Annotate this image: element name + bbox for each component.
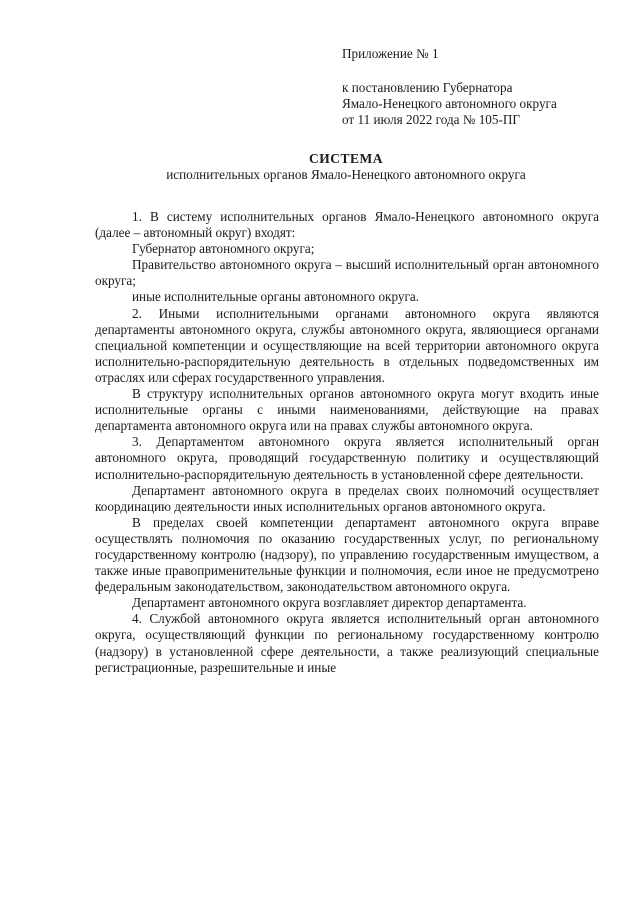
appendix-line: к постановлению Губернатора	[342, 80, 513, 95]
appendix-line: Ямало-Ненецкого автономного округа	[342, 96, 557, 111]
paragraph: 3. Департаментом автономного округа является исполнительный орган автономного округа, проводящий государственную политику и осуществляющий исполнительно-распорядительную деятельность в установленной сфере деятельности.	[95, 434, 599, 482]
paragraph: 4. Службой автономного округа является исполнительный орган автономного округа, осуществляющий функции по региональному государственному контролю (надзору) в установленной сфере деятельности, а также реализующий специальные регистрационные, разрешительные и иные	[95, 611, 599, 675]
paragraph: Правительство автономного округа – высший исполнительный орган автономного округа;	[95, 257, 599, 289]
appendix-line: от 11 июля 2022 года № 105-ПГ	[342, 112, 521, 127]
paragraph: иные исполнительные органы автономного округа.	[132, 289, 420, 305]
paragraph: 1. В систему исполнительных органов Ямало-Ненецкого автономного округа (далее – автономный округ) входят:	[95, 209, 599, 241]
paragraph: Губернатор автономного округа;	[132, 241, 315, 257]
paragraph: В пределах своей компетенции департамент автономного округа вправе осуществлять полномочия по оказанию государственных услуг, по региональному государственному контролю (надзору), по управлению государственным имуществом, а также иные правоприменительные функции и полномочия, если иное не предусмотрено федеральным законодательством, законодательством автономного округа.	[95, 514, 599, 595]
paragraph: Департамент автономного округа возглавляет директор департамента.	[132, 595, 527, 611]
document-title: СИСТЕМА	[309, 151, 383, 166]
paragraph: Департамент автономного округа в пределах своих полномочий осуществляет координацию деятельности иных исполнительных органов автономного округа.	[95, 482, 599, 514]
document-subtitle: исполнительных органов Ямало-Ненецкого автономного округа	[166, 167, 526, 182]
paragraph: 2. Иными исполнительными органами автономного округа являются департаменты автономного округа, службы автономного округа, являющиеся органами специальной компетенции и осуществляющие на всей территории автономного округа исполнительно-распорядительную деятельность в отдельных подведомственных им отраслях или сферах государственного управления.	[95, 305, 599, 385]
appendix-header	[342, 46, 612, 128]
title-block	[0, 151, 640, 183]
paragraph: В структуру исполнительных органов автономного округа могут входить иные исполнительные органы с иными наименованиями, действующие на правах департамента автономного округа или на правах службы автономного округа.	[95, 386, 599, 434]
appendix-number: Приложение № 1	[342, 46, 439, 61]
document-body	[95, 209, 599, 676]
